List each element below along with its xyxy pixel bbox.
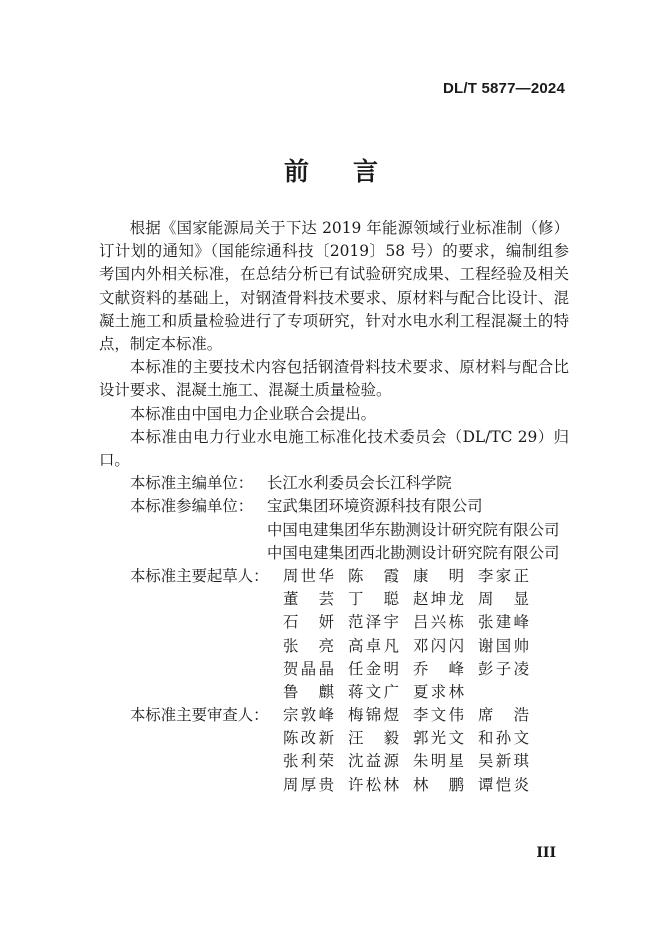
person-name: 和 孙 文 [478, 729, 529, 748]
person-name: 李 文 伟 [413, 706, 464, 725]
reviewers-section [99, 704, 569, 797]
participating-unit: 中国电建集团华东勘测设计研究院有限公司 [267, 520, 560, 539]
person-name: 郭 光 文 [413, 729, 464, 748]
participating-unit-row [99, 519, 569, 542]
page-number: III [536, 845, 556, 861]
drafters-section [99, 565, 569, 704]
participating-unit: 中国电建集团西北勘测设计研究院有限公司 [267, 543, 560, 562]
person-name: 席 浩 [478, 706, 529, 725]
participating-units-label: 本标准参编单位： [130, 497, 254, 516]
person-name: 范 泽 宇 [348, 613, 399, 632]
person-name: 赵 坤 龙 [413, 590, 464, 609]
drafters-grid [283, 565, 569, 704]
participating-unit-row [99, 495, 569, 518]
chief-unit-value: 长江水利委员会长江科学院 [267, 474, 452, 493]
person-name: 贺 晶 晶 [283, 659, 334, 678]
person-name: 鲁 麒 [283, 682, 334, 701]
person-name: 康 明 [413, 566, 464, 585]
standard-code: DL/T 5877—2024 [442, 80, 565, 97]
person-name: 乔 峰 [413, 659, 464, 678]
person-name: 沈 益 源 [348, 752, 399, 771]
person-name: 周 厚 贵 [283, 775, 334, 794]
participating-unit-row [99, 542, 569, 565]
person-name: 汪 毅 [348, 729, 399, 748]
title-char-2: 言 [353, 157, 379, 186]
paragraph-content: 本标准的主要技术内容包括钢渣骨料技术要求、原材料与配合比设计要求、混凝土施工、混凝土质量检验。 [99, 358, 569, 400]
person-name: 谭 恺 炎 [478, 775, 529, 794]
person-name: 许 松 林 [348, 775, 399, 794]
paragraph-custody: 本标准由电力行业水电施工标准化技术委员会（DL/TC 29）归口。 [99, 427, 569, 470]
person-name: 林 鹏 [413, 775, 464, 794]
person-name: 石 妍 [283, 613, 334, 632]
person-name: 周 显 [478, 590, 529, 609]
chief-unit-label: 本标准主编单位： [130, 474, 254, 493]
person-name: 李 家 正 [478, 566, 529, 585]
person-name: 宗 敦 峰 [283, 706, 334, 725]
person-name: 谢 国 帅 [478, 636, 529, 655]
person-name: 彭 子 凌 [478, 659, 529, 678]
person-name: 高 卓 凡 [348, 636, 399, 655]
person-name: 董 芸 [283, 590, 334, 609]
person-name: 张 亮 [283, 636, 334, 655]
chief-unit-row [99, 472, 569, 495]
reviewers-label: 本标准主要审查人： [130, 706, 269, 725]
participating-unit: 宝武集团环境资源科技有限公司 [267, 497, 483, 516]
person-name: 吕 兴 栋 [413, 613, 464, 632]
person-name: 张 利 荣 [283, 752, 334, 771]
paragraph-basis: 根据《国家能源局关于下达 2019 年能源领域行业标准制（修）订计划的通知》（国能综通科技〔2019〕58 号）的要求，编制组参考国内外相关标准，在总结分析已有试验研究成果、工程经验及相关文献资料的基础上，对钢渣骨料技术要求、原材料与配合比设计、混凝土施工和质量检验进行了专项研究，针对水电水利工程混凝土的特点，制定本标准。 [99, 219, 569, 354]
person-name: 陈 改 新 [283, 729, 334, 748]
person-name: 周 世 华 [283, 566, 334, 585]
person-name: 丁 聪 [348, 590, 399, 609]
title-char-1: 前 [283, 157, 309, 186]
page-title [0, 152, 662, 188]
person-name: 任 金 明 [348, 659, 399, 678]
drafters-label: 本标准主要起草人： [130, 566, 269, 585]
body-text [99, 217, 569, 797]
person-name: 吴 新 琪 [478, 752, 529, 771]
person-name: 张 建 峰 [478, 613, 529, 632]
person-name: 陈 霞 [348, 566, 399, 585]
person-name: 梅 锦 煜 [348, 706, 399, 725]
person-name: 邓 闪 闪 [413, 636, 464, 655]
person-name: 朱 明 星 [413, 752, 464, 771]
reviewers-grid [283, 704, 569, 797]
paragraph-proposer: 本标准由中国电力企业联合会提出。 [129, 404, 377, 423]
person-name: 夏 求 林 [413, 682, 464, 701]
person-name: 蒋 文 广 [348, 682, 399, 701]
